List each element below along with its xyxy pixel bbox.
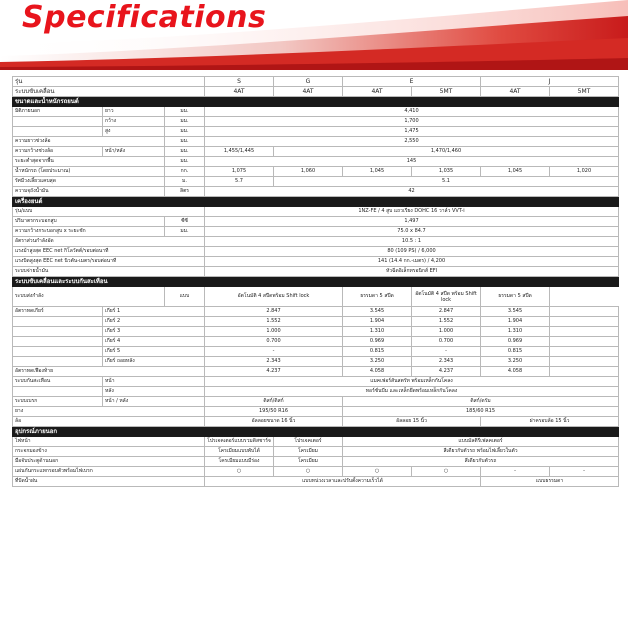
row-label: ไฟหน้า [13,437,205,447]
table-row [13,457,619,467]
row-value: โปรเจคเตอร์แบบรวมดิสชาร์จ [205,437,274,447]
row-value: 0.969 [343,337,412,347]
row-value [550,317,619,327]
row-value: แบบมัลติรีเฟลคเตอร์ [343,437,619,447]
row-unit: มม. [165,157,205,167]
row-value: 1,475 [205,127,619,137]
table-row [13,367,619,377]
row-value: 3.250 [481,357,550,367]
table-row [13,317,619,327]
row-sublabel: เกียร์ 5 [103,347,205,357]
row-sublabel: เกียร์ 3 [103,327,205,337]
row-value: 1,497 [205,217,619,227]
row-label: ความกว้างช่วงล้อ [13,147,103,157]
section-title: อุปกรณ์ภายนอก [13,427,619,437]
row-label: ความจุถังน้ำมัน [13,187,165,197]
row-value: 42 [205,187,619,197]
row-value: 4.058 [481,367,550,377]
row-value: 195/50 R16 [205,407,343,417]
section-engine [13,197,619,207]
row-value: 145 [205,157,619,167]
row-value: 1.310 [343,327,412,337]
row-value: 1,700 [205,117,619,127]
row-value: 0.969 [481,337,550,347]
section-title: เครื่องยนต์ [13,197,619,207]
availability-mark: - [550,467,619,477]
table-row [13,147,619,157]
row-label: ระยะต่ำสุดจากพื้น [13,157,165,167]
grade-j: J [481,77,619,87]
row-value [550,357,619,367]
row-value: 2.343 [205,357,343,367]
row-value: 1.552 [412,317,481,327]
table-row [13,387,619,397]
row-value: 1,455/1,445 [205,147,274,157]
table-row [13,177,619,187]
row-value: 1,060 [274,167,343,177]
row-value: 3.545 [481,307,550,317]
row-value: 2.847 [205,307,343,317]
row-sublabel: เกียร์ 1 [103,307,205,317]
row-value: 2.343 [412,357,481,367]
row-label: ล้อ [13,417,205,427]
row-value: 1,035 [412,167,481,177]
row-value: - [412,347,481,357]
table-row [13,137,619,147]
row-value: หัวฉีดอิเล็กทรอนิกส์ EFI [205,267,619,277]
row-value: สีเดียวกับตัวรถ พร้อมไฟเลี้ยวในตัว [343,447,619,457]
row-sublabel: หน้า/หลัง [103,147,165,157]
availability-mark: ○ [205,467,274,477]
row-label: ระบบจ่ายน้ำมัน [13,267,205,277]
row-value: 1,045 [481,167,550,177]
row-value: โครเมียม [274,457,343,467]
section-drivetrain [13,277,619,287]
spec-table [12,76,619,487]
row-label: ระบบเบรก [13,397,103,407]
grade-g: G [274,77,343,87]
grade-e: E [343,77,481,87]
row-value: 3.545 [343,307,412,317]
row-unit: ม. [165,177,205,187]
table-row [13,157,619,167]
table-row [13,257,619,267]
header-banner [0,0,628,70]
row-value: 1.310 [481,327,550,337]
row-value: ทอร์ชั่นบีม และเหล็กยึดพร้อมเหล็กกันโคลง [205,387,619,397]
drive-header-row [13,87,619,97]
availability-mark: - [481,467,550,477]
row-unit: มม. [165,137,205,147]
model-label: รุ่น [13,77,205,87]
row-label: รุ่น/แบบ [13,207,205,217]
row-value: อัตโนมัติ 4 สปีดพร้อม Shift lock [205,287,343,307]
row-label: ที่ปัดน้ำฝน [13,477,205,487]
row-value [550,307,619,317]
row-sublabel: เกียร์ 4 [103,337,205,347]
table-row [13,417,619,427]
table-row [13,467,619,477]
row-label: อัตราทดเกียร์ [13,307,103,317]
grade-header-row [13,77,619,87]
table-row [13,247,619,257]
table-row [13,107,619,117]
row-value: ฝาครอบล้อ 15 นิ้ว [481,417,619,427]
row-value: 2,550 [205,137,619,147]
row-value: โปรเจคเตอร์ [274,437,343,447]
table-row [13,357,619,367]
row-label: ระบบส่งกำลัง [13,287,165,307]
row-label: รัศมีวงเลี้ยวแคบสุด [13,177,165,187]
row-value: 1NZ-FE / 4 สูบ แถวเรียง DOHC 16 วาล์ว VVT-i [205,207,619,217]
table-row [13,327,619,337]
row-value: ธรรมดา 5 สปีด [481,287,550,307]
row-value: ดิสก์/ดรัม [343,397,619,407]
row-value: 1.000 [412,327,481,337]
row-unit: มม. [165,227,205,237]
table-row [13,287,619,307]
row-value: อัลลอย 15 นิ้ว [343,417,481,427]
row-label: มิติภายนอก [13,107,103,117]
row-value: 1,470/1,460 [274,147,619,157]
availability-mark: ○ [343,467,412,477]
table-row [13,117,619,127]
row-value: 75.0 x 84.7 [205,227,619,237]
row-value: 4.237 [205,367,343,377]
drive-j-mt: 5MT [550,87,619,97]
row-unit: กก. [165,167,205,177]
row-unit: มม. [165,107,205,117]
table-row [13,227,619,237]
row-label: มือจับประตูด้านนอก [13,457,205,467]
row-label: ปริมาตรกระบอกสูบ [13,217,165,227]
row-value: อัลลอยขนาด 16 นิ้ว [205,417,343,427]
row-sublabel: หน้า [103,377,205,387]
row-value [550,367,619,377]
row-value: 141 (14.4 กก.-เมตร) / 4,200 [205,257,619,267]
row-value: 4.058 [343,367,412,377]
row-value: แมคเฟอร์สันสตรัท พร้อมเหล็กกันโคลง [205,377,619,387]
row-value: 4,410 [205,107,619,117]
table-row [13,477,619,487]
table-row [13,397,619,407]
section-exterior [13,427,619,437]
row-label: น้ำหนักรถ (โดยประมาณ) [13,167,165,177]
row-value: 3.250 [343,357,412,367]
row-value [550,347,619,357]
row-value: 4.237 [412,367,481,377]
row-value: 5.7 [205,177,274,187]
row-label: อัตราส่วนกำลังอัด [13,237,205,247]
row-value [550,337,619,347]
table-row [13,127,619,137]
row-sublabel: หลัง [103,387,205,397]
row-value: - [205,347,343,357]
table-row [13,207,619,217]
row-value: แบบหน่วงเวลาและปรับตั้งความเร็วได้ [205,477,481,487]
row-value: 1,075 [205,167,274,177]
table-row [13,187,619,197]
row-value: 5.1 [274,177,619,187]
drive-g: 4AT [274,87,343,97]
row-value: 0.700 [412,337,481,347]
spec-sheet [12,76,618,487]
row-label: แรงบิดสูงสุด EEC net นิวตัน-เมตร/รอบต่อนาที [13,257,205,267]
row-label: ความกว้างกระบอกสูบ x ระยะชัก [13,227,165,237]
row-value: 2.847 [412,307,481,317]
drive-e-mt: 5MT [412,87,481,97]
row-value: 10.5 : 1 [205,237,619,247]
row-sublabel: ยาว [103,107,165,117]
row-value: 1,020 [550,167,619,177]
row-value: อัตโนมัติ 4 สปีด พร้อม Shift lock [412,287,481,307]
table-row [13,407,619,417]
page-title: Specifications [22,0,267,35]
table-row [13,217,619,227]
drive-e-at: 4AT [343,87,412,97]
row-sublabel: หน้า / หลัง [103,397,205,407]
row-value [550,327,619,337]
section-title: ระบบขับเคลื่อนและระบบกันสะเทือน [13,277,619,287]
row-value: โครเมียม [274,447,343,457]
table-row [13,237,619,247]
row-unit: ซีซี [165,217,205,227]
row-sublabel: สูง [103,127,165,137]
table-row [13,347,619,357]
availability-mark: ○ [412,467,481,477]
row-label: แรงม้าสูงสุด EEC net กิโลวัตต์/รอบต่อนาที [13,247,205,257]
row-value: 185/60 R15 [343,407,619,417]
row-value: 0.815 [343,347,412,357]
row-value: ธรรมดา 5 สปีด [343,287,412,307]
row-sublabel: เกียร์ ถอยหลัง [103,357,205,367]
row-sublabel: เกียร์ 2 [103,317,205,327]
row-value: 0.815 [481,347,550,357]
grade-s: S [205,77,274,87]
row-label: ยาง [13,407,205,417]
row-value: โครเมียมแบบพับได้ [205,447,274,457]
row-unit: แบบ [165,287,205,307]
row-value: 1.000 [205,327,343,337]
row-unit: มม. [165,117,205,127]
table-row [13,307,619,317]
row-value: ดิสก์/ดิสก์ [205,397,343,407]
row-value: แบบธรรมดา [481,477,619,487]
row-label: อัตราทดเฟืองท้าย [13,367,205,377]
section-title: ขนาดและน้ำหนักรถยนต์ [13,97,619,107]
row-sublabel: กว้าง [103,117,165,127]
drive-j-at: 4AT [481,87,550,97]
row-label: แผ่นกันกระแทกรอบตัวพร้อมไฟเบรก [13,467,205,477]
availability-mark: ○ [274,467,343,477]
row-label: ระบบกันสะเทือน [13,377,103,387]
row-value: สีเดียวกับตัวรถ [343,457,619,467]
row-value: 1.904 [343,317,412,327]
drive-label: ระบบขับเคลื่อน [13,87,205,97]
row-unit: มม. [165,147,205,157]
table-row [13,267,619,277]
table-row [13,447,619,457]
row-label: ความยาวช่วงล้อ [13,137,165,147]
row-value: 1,045 [343,167,412,177]
section-dimensions [13,97,619,107]
row-value: 1.904 [481,317,550,327]
drive-s: 4AT [205,87,274,97]
table-row [13,167,619,177]
row-value: 1.552 [205,317,343,327]
row-value: 80 (109 PS) / 6,000 [205,247,619,257]
table-row [13,337,619,347]
row-value: 0.700 [205,337,343,347]
row-unit: มม. [165,127,205,137]
row-value: โครเมียมแบบมีร่อง [205,457,274,467]
table-row [13,437,619,447]
row-unit: ลิตร [165,187,205,197]
row-label: กระจกมองข้าง [13,447,205,457]
table-row [13,377,619,387]
